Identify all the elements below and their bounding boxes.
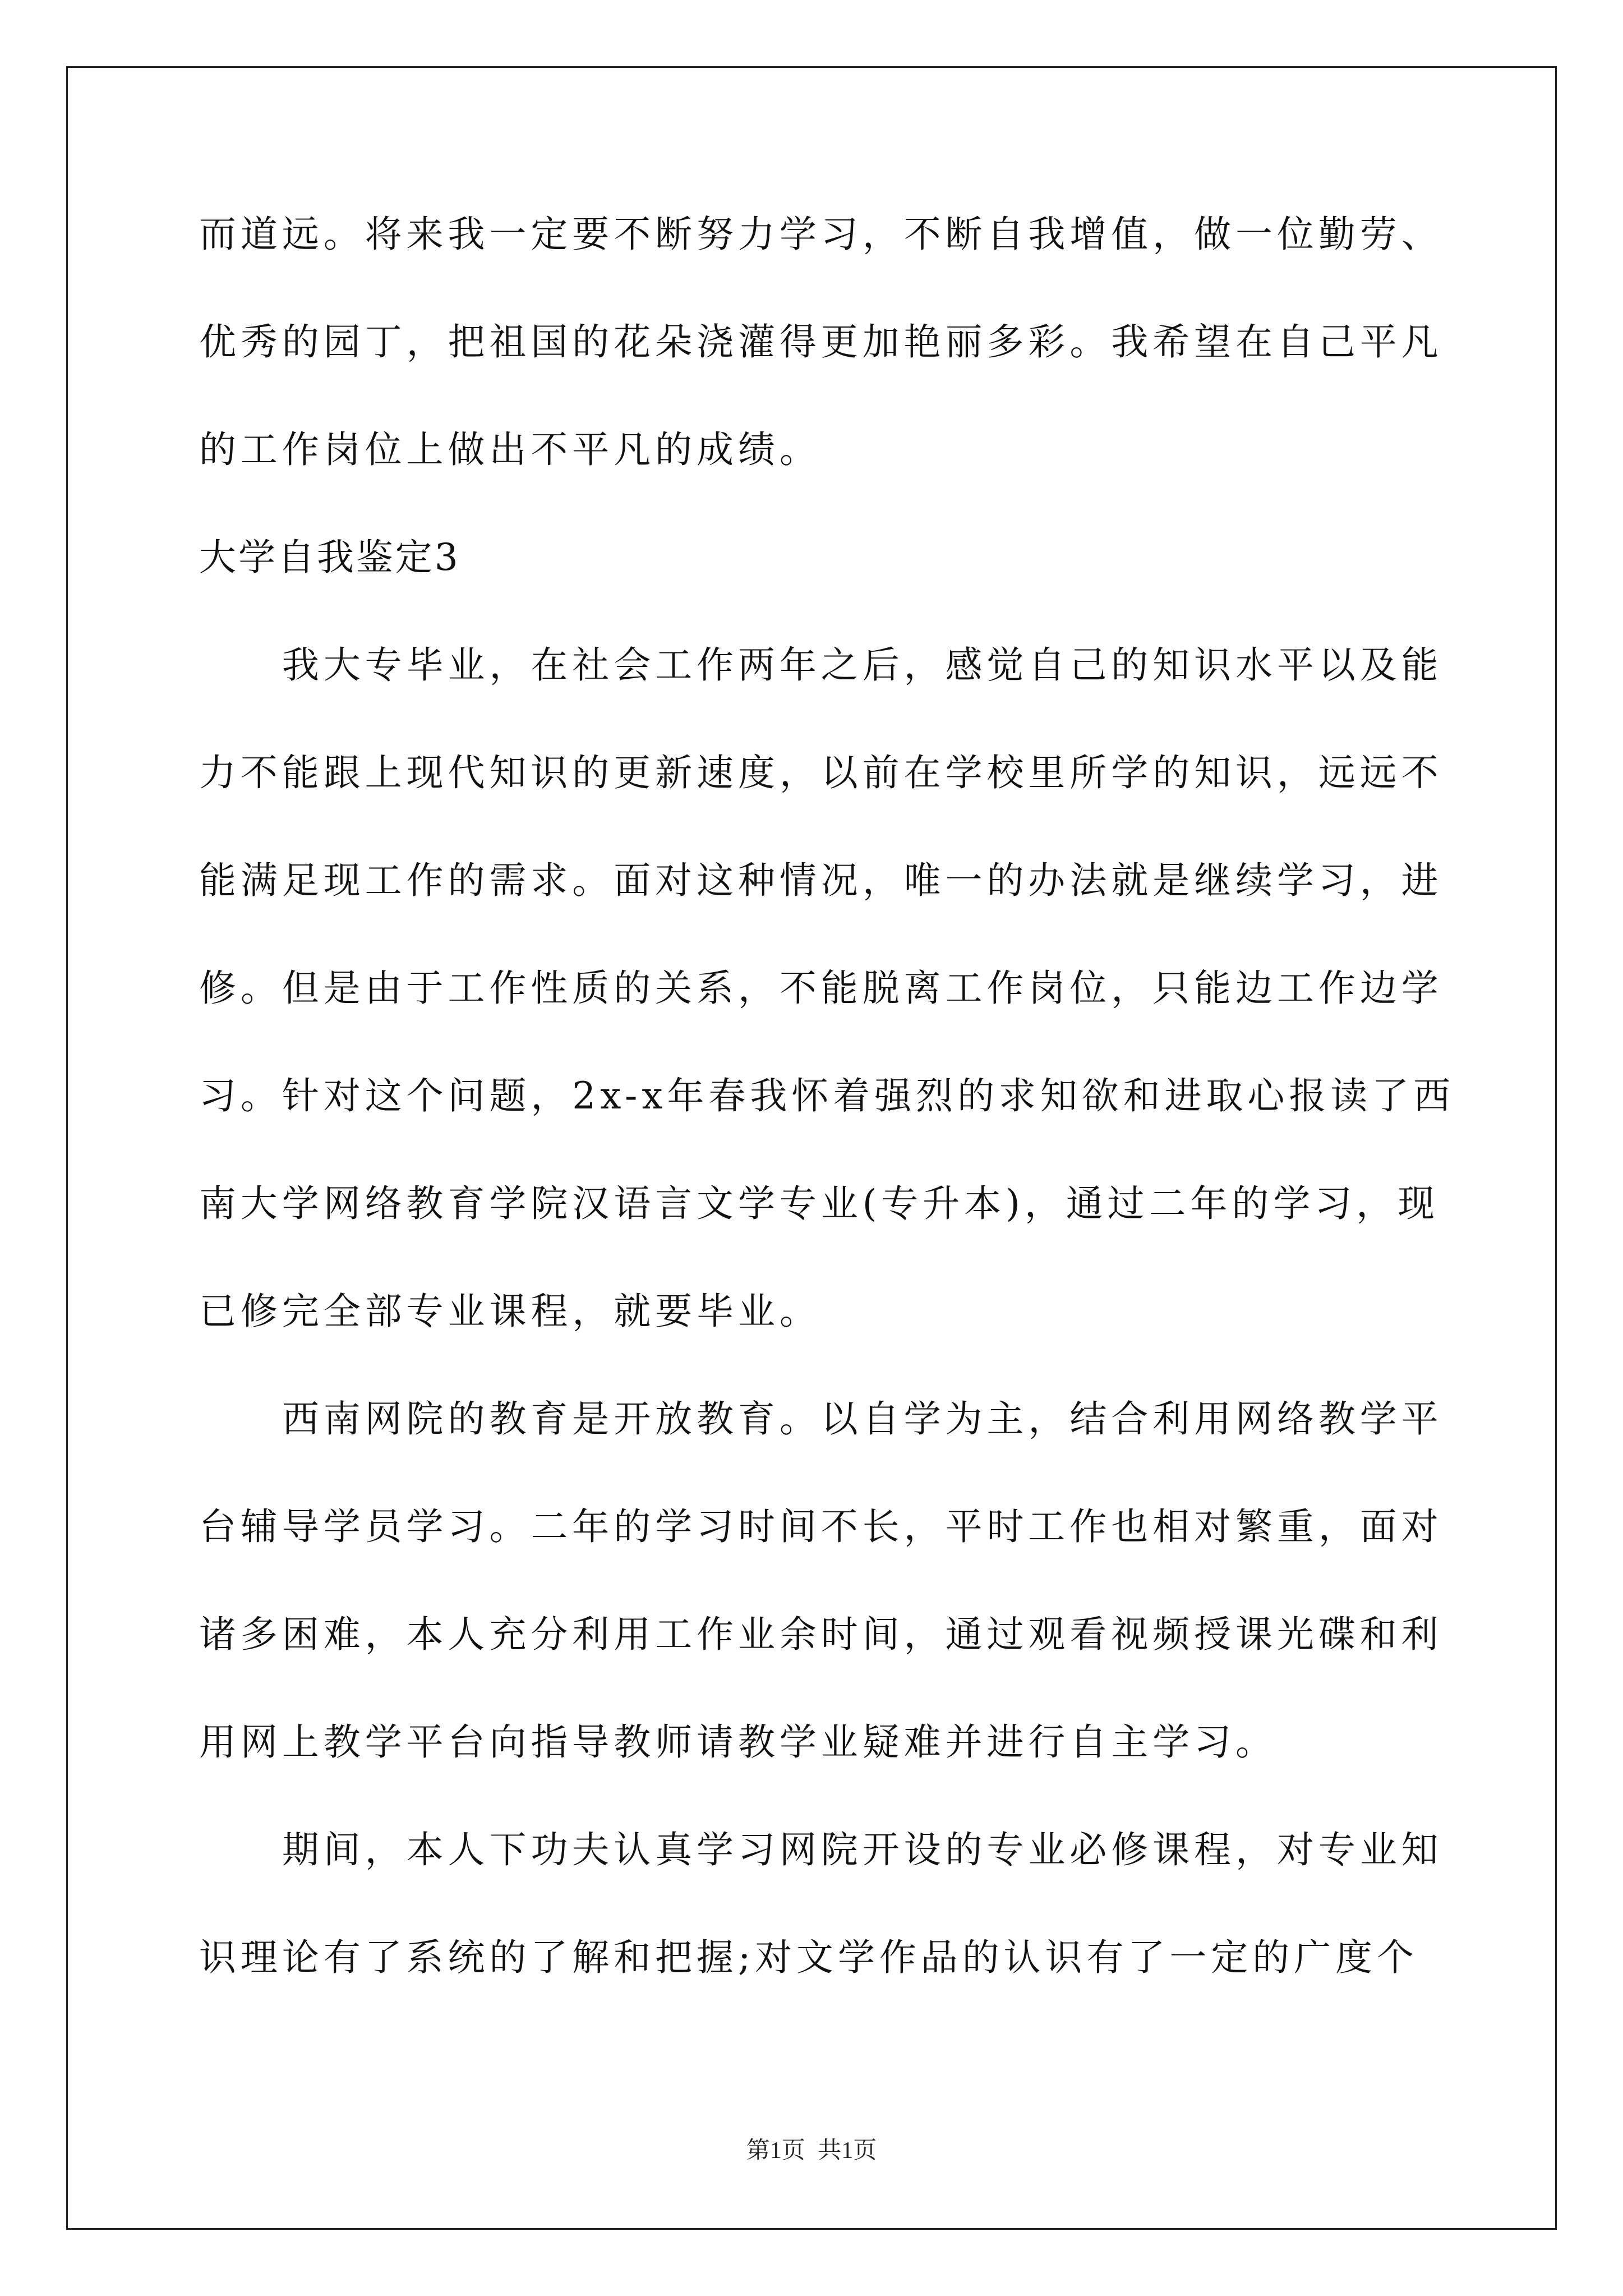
section-heading: 大学自我鉴定3 xyxy=(199,536,460,579)
text-line: 台辅导学员学习。二年的学习时间不长，平时工作也相对繁重，面对 xyxy=(199,1505,1443,1548)
page-footer xyxy=(0,2136,1623,2165)
text-line: 而道远。将来我一定要不断努力学习，不断自我增值，做一位勤劳、 xyxy=(199,213,1443,256)
page-number: 第1页 xyxy=(746,2138,805,2164)
text-line: 诸多困难，本人充分利用工作业余时间，通过观看视频授课光碟和利 xyxy=(199,1613,1443,1656)
text-line: 力不能跟上现代知识的更新速度，以前在学校里所学的知识，远远不 xyxy=(199,751,1443,794)
text-line: 的工作岗位上做出不平凡的成绩。 xyxy=(199,428,821,471)
text-line: 我大专毕业，在社会工作两年之后，感觉自己的知识水平以及能 xyxy=(199,643,1443,687)
text-line: 能满足现工作的需求。面对这种情况，唯一的办法就是继续学习，进 xyxy=(199,859,1443,902)
text-line: 用网上教学平台向指导教师请教学业疑难并进行自主学习。 xyxy=(199,1720,1277,1764)
text-line: 南大学网络教育学院汉语言文学专业(专升本)，通过二年的学习，现 xyxy=(199,1182,1440,1225)
text-line: 优秀的园丁，把祖国的花朵浇灌得更加艳丽多彩。我希望在自己平凡 xyxy=(199,320,1443,364)
text-line: 期间，本人下功夫认真学习网院开设的专业必修课程，对专业知 xyxy=(199,1828,1443,1871)
text-line: 习。针对这个问题，2x-x年春我怀着强烈的求知欲和进取心报读了西 xyxy=(199,1074,1455,1117)
text-line: 西南网院的教育是开放教育。以自学为主，结合利用网络教学平 xyxy=(199,1397,1443,1441)
text-line: 识理论有了系统的了解和把握;对文学作品的认识有了一定的广度个 xyxy=(199,1936,1418,1979)
page-total: 共1页 xyxy=(818,2138,877,2164)
page-border xyxy=(66,66,1557,2230)
text-line: 修。但是由于工作性质的关系，不能脱离工作岗位，只能边工作边学 xyxy=(199,967,1443,1010)
text-line: 已修完全部专业课程，就要毕业。 xyxy=(199,1290,821,1333)
